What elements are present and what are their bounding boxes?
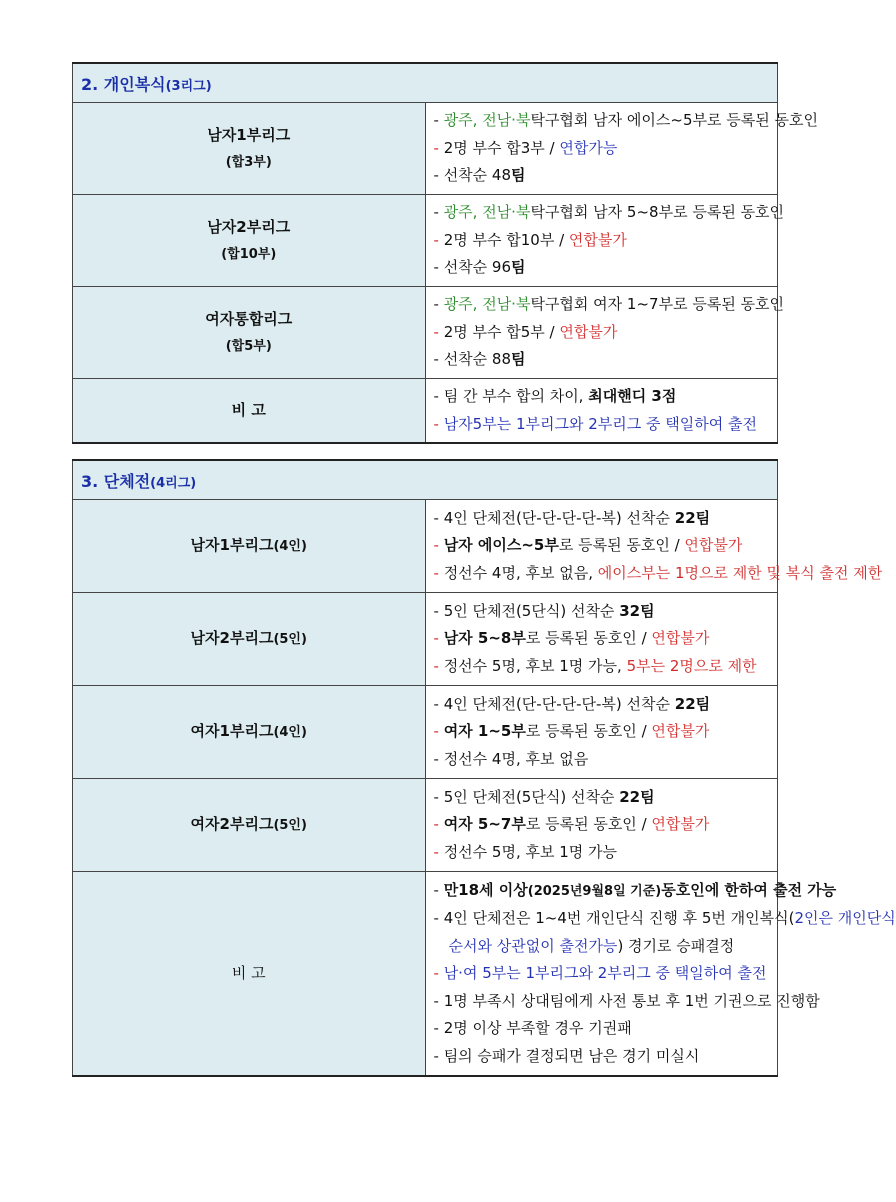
bullet-dash: -: [433, 909, 444, 927]
detail-text: 로 등록된 동호인 /: [558, 536, 685, 555]
section-header: [73, 460, 778, 500]
note-label: [73, 872, 426, 1076]
bullet-dash: -: [433, 387, 444, 405]
detail-text: 탁구협회 남자 5~8부로 등록된 동호인: [530, 203, 785, 222]
bullet-dash: -: [433, 295, 444, 314]
note-date: (2025년9월8일 기준): [527, 883, 662, 899]
note-emphasis: 동호인에 한하여 출전 가능: [661, 880, 837, 899]
note-line: [434, 1043, 778, 1071]
note-text: 남·여 5부는 1부리그와 2부리그 중 택일하여 출전: [443, 964, 767, 982]
league-sub: (4인): [273, 539, 307, 554]
note-emphasis: 만18세 이상: [443, 880, 528, 899]
note-line: [433, 988, 820, 1016]
league-name: 여자통합리그: [205, 309, 293, 328]
league-details: [425, 103, 818, 195]
note-label-text: 비 고: [231, 401, 266, 419]
note-line: [434, 960, 778, 988]
detail-text: 5인 단체전(5단식) 선착순: [443, 601, 620, 620]
bullet-dash: -: [433, 787, 444, 806]
detail-text: 4인 단체전(단-단-단-단-복) 선착순: [443, 508, 675, 527]
detail-line: [434, 839, 778, 867]
note-details: [425, 379, 778, 444]
note-text: ) 경기로 승패결정: [617, 936, 735, 955]
league-sub: (5인): [273, 818, 307, 833]
detail-line: [434, 625, 778, 653]
union-status: 연합불가: [651, 722, 710, 741]
note-label-text: 비 고: [231, 963, 266, 982]
restriction-text: 에이스부는 1명으로 제한 및 복식 출전 제한: [597, 563, 883, 582]
bullet-dash: -: [433, 629, 444, 648]
league-row: [73, 103, 778, 195]
detail-line: [434, 135, 778, 163]
league-label: [73, 195, 426, 287]
detail-text: 로 등록된 동호인 /: [525, 815, 652, 834]
detail-line: [434, 346, 778, 374]
detail-line: [434, 254, 778, 282]
bullet-dash: -: [433, 350, 444, 369]
note-text: 남자5부는 1부리그와 2부리그 중 택일하여 출전: [443, 414, 757, 433]
bullet-dash: -: [433, 991, 444, 1010]
bullet-dash: -: [433, 1046, 444, 1065]
section-header: [73, 63, 778, 103]
bullet-dash: -: [433, 656, 444, 675]
detail-text: 2명 부수 합3부 /: [443, 138, 560, 157]
restriction-text: 5부는 2명으로 제한: [626, 656, 757, 675]
detail-line: [433, 199, 785, 227]
league-details: [425, 500, 883, 593]
detail-text: 탁구협회 여자 1~7부로 등록된 동호인: [530, 295, 785, 314]
bullet-dash: -: [433, 880, 444, 899]
note-emphasis: 최대핸디 3점: [588, 387, 677, 405]
note-line: [434, 1015, 778, 1043]
individual-doubles-table: [72, 62, 818, 444]
league-row: [73, 779, 778, 872]
note-label: [73, 379, 426, 444]
note-line: [433, 905, 896, 933]
league-label: [73, 686, 426, 779]
note-row: [73, 872, 778, 1076]
team-count: 22팀: [619, 787, 655, 806]
detail-line: [434, 784, 778, 812]
bullet-dash: -: [433, 258, 444, 277]
bullet-dash: -: [433, 203, 444, 222]
bullet-dash: -: [433, 694, 444, 713]
bullet-dash: -: [433, 166, 444, 185]
detail-text: 5인 단체전(5단식) 선착순: [443, 787, 620, 806]
league-name: 남자1부리그: [190, 536, 274, 554]
note-row: [73, 379, 778, 444]
note-highlight: 2인은 개인단식: [794, 909, 896, 927]
team-count: 32팀: [619, 601, 655, 620]
union-status: 연합불가: [651, 629, 710, 648]
detail-text: 정선수 4명, 후보 없음: [443, 749, 589, 768]
league-details: [425, 593, 778, 686]
bullet-dash: -: [433, 230, 444, 249]
bullet-dash: -: [433, 964, 444, 982]
bullet-dash: -: [433, 111, 444, 130]
detail-line: [434, 718, 778, 746]
league-sub: (합5부): [225, 338, 272, 354]
team-event-table: [72, 459, 896, 1077]
detail-text: 정선수 4명, 후보 없음,: [443, 563, 598, 582]
detail-line: [434, 691, 778, 719]
note-text: 2명 이상 부족할 경우 기권패: [443, 1019, 632, 1037]
detail-text: 정선수 5명, 후보 1명 가능: [443, 842, 618, 861]
bullet-dash: -: [433, 815, 444, 834]
league-label: [73, 779, 426, 872]
union-status: 연합불가: [651, 815, 710, 834]
league-name: 남자2부리그: [190, 629, 274, 647]
note-highlight: 순서와 상관없이 출전가능: [448, 936, 618, 955]
league-row: [73, 195, 778, 287]
region-text: 광주, 전남·북: [443, 295, 531, 314]
note-line: [434, 933, 778, 961]
detail-text: 로 등록된 동호인 /: [525, 629, 652, 648]
detail-line: [433, 107, 818, 135]
bullet-dash: -: [433, 842, 444, 861]
detail-text: 2명 부수 합5부 /: [443, 322, 560, 341]
league-sub: (합3부): [225, 154, 272, 170]
eligible-grade: 여자 1~5부: [443, 722, 526, 741]
union-status: 연합불가: [684, 536, 743, 555]
detail-line: [434, 532, 778, 560]
league-sub: (4인): [273, 725, 307, 740]
league-details: [425, 686, 778, 779]
league-row: [73, 500, 778, 593]
note-text: 4인 단체전은 1~4번 개인단식 진행 후 5번 개인복식(: [443, 909, 795, 927]
section-individual-doubles: [72, 62, 818, 444]
note-text: 팀의 승패가 결정되면 남은 경기 미실시: [443, 1046, 700, 1065]
bullet-dash: -: [433, 414, 444, 433]
league-name: 여자1부리그: [190, 722, 274, 740]
note-text: 1명 부족시 상대팀에게 사전 통보 후 1번 기권으로 진행함: [443, 991, 820, 1010]
section-title: [73, 63, 778, 103]
detail-line: [434, 319, 778, 347]
league-row: [73, 686, 778, 779]
league-label: [73, 593, 426, 686]
detail-text: 4인 단체전(단-단-단-단-복) 선착순: [443, 694, 675, 713]
bullet-dash: -: [433, 563, 444, 582]
detail-text: 로 등록된 동호인 /: [525, 722, 652, 741]
eligible-grade: 여자 5~7부: [443, 815, 526, 834]
league-label: [73, 103, 426, 195]
union-status: 연합가능: [559, 138, 618, 157]
team-unit: 팀: [511, 166, 526, 185]
section-title-sub: (4리그): [150, 475, 197, 491]
section-title-text: 3. 단체전: [81, 471, 151, 491]
detail-text: 선착순 96: [443, 258, 512, 277]
union-status: 연합불가: [559, 322, 618, 341]
detail-text: 정선수 5명, 후보 1명 가능,: [443, 656, 627, 675]
detail-line: [433, 560, 883, 588]
detail-line: [434, 227, 778, 255]
team-unit: 팀: [511, 258, 526, 277]
team-count: 22팀: [674, 508, 711, 527]
league-name: 여자2부리그: [190, 815, 274, 833]
league-row: [73, 287, 778, 379]
detail-text: 선착순 48: [443, 166, 512, 185]
section-title-sub: (3리그): [165, 78, 212, 94]
detail-line: [434, 653, 778, 681]
region-text: 광주, 전남·북: [443, 111, 531, 130]
league-details: [425, 287, 785, 379]
eligible-grade: 남자 에이스~5부: [443, 536, 559, 555]
region-text: 광주, 전남·북: [443, 203, 531, 222]
section-title-text: 2. 개인복식: [81, 74, 166, 94]
bullet-dash: -: [433, 1019, 444, 1037]
detail-text: 탁구협회 남자 에이스~5부로 등록된 동호인: [530, 111, 818, 130]
league-sub: (합10부): [221, 246, 277, 262]
league-row: [73, 593, 778, 686]
league-label: [73, 287, 426, 379]
detail-line: [434, 746, 778, 774]
league-name: 남자2부리그: [207, 217, 291, 236]
detail-text: 선착순 88: [443, 350, 512, 369]
detail-line: [434, 598, 778, 626]
detail-text: 2명 부수 합10부 /: [443, 230, 569, 249]
bullet-dash: -: [433, 601, 444, 620]
detail-line: [434, 162, 778, 190]
bullet-dash: -: [433, 508, 444, 527]
section-title: [73, 460, 778, 500]
note-details: [425, 872, 896, 1076]
note-line: [434, 411, 778, 439]
bullet-dash: -: [433, 749, 444, 768]
team-count: 22팀: [674, 694, 711, 713]
league-name: 남자1부리그: [207, 125, 291, 144]
union-status: 연합불가: [568, 230, 627, 249]
bullet-dash: -: [433, 322, 444, 341]
note-line: [434, 383, 778, 411]
league-details: [425, 779, 778, 872]
bullet-dash: -: [433, 722, 444, 741]
note-text: 팀 간 부수 합의 차이,: [443, 387, 589, 405]
detail-line: [433, 291, 785, 319]
team-unit: 팀: [511, 350, 526, 369]
note-line: [433, 877, 837, 906]
bullet-dash: -: [433, 138, 444, 157]
detail-line: [434, 505, 778, 533]
league-details: [425, 195, 785, 287]
eligible-grade: 남자 5~8부: [443, 629, 526, 648]
league-label: [73, 500, 426, 593]
league-sub: (5인): [273, 632, 307, 647]
detail-line: [434, 811, 778, 839]
section-team-event: [72, 459, 896, 1077]
bullet-dash: -: [433, 536, 444, 555]
